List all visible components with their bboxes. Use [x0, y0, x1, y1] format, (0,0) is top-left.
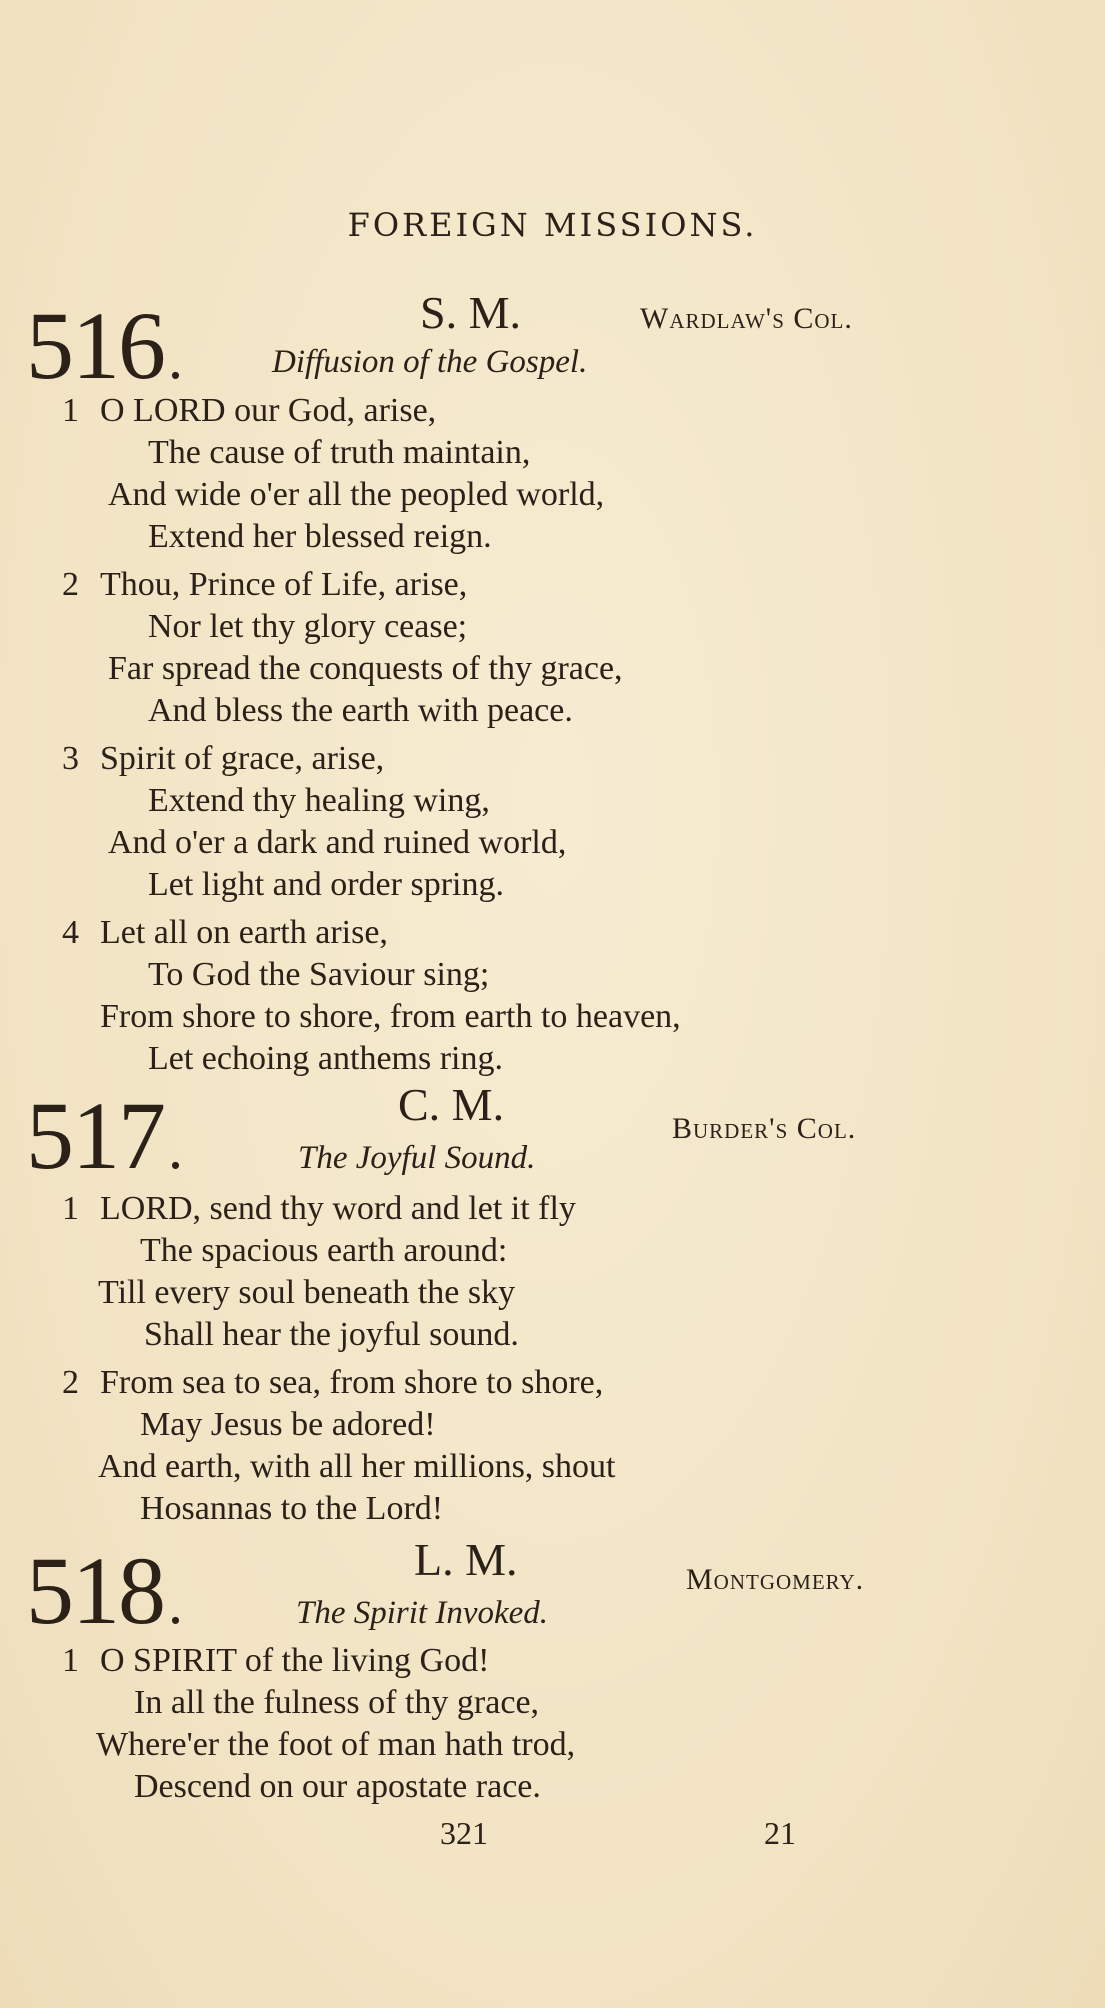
verse-number: 2: [62, 566, 79, 603]
page-number: 321: [440, 1815, 488, 1851]
verse-number: 1: [62, 1190, 79, 1227]
hymn-517-heading: [0, 1080, 1105, 1200]
verse-line: In all the fulness of thy grace,: [134, 1684, 540, 1721]
verse-line: 1 LORD, send thy word and let it fly: [62, 1190, 576, 1227]
hymn-number: 518.: [26, 1537, 181, 1644]
verse-line: Shall hear the joyful sound.: [144, 1316, 519, 1353]
verse-line: 1 O LORD our God, arise,: [62, 392, 437, 429]
verse-number: 4: [62, 914, 79, 951]
hymn-source: Wardlaw's Col.: [640, 302, 853, 335]
verse-line: 3 Spirit of grace, arise,: [62, 740, 385, 777]
verse-line: And o'er a dark and ruined world,: [108, 824, 567, 861]
verse-line: The spacious earth around:: [140, 1232, 508, 1269]
hymn-number: 516.: [26, 292, 181, 399]
verse-line: 4 Let all on earth arise,: [62, 914, 388, 951]
hymn-meter: L. M.: [414, 1534, 518, 1585]
verse-line: Till every soul beneath the sky: [98, 1274, 516, 1311]
verse-line: Extend her blessed reign.: [148, 518, 492, 555]
hymn-source: Montgomery.: [686, 1563, 865, 1596]
verse-line: And wide o'er all the peopled world,: [108, 476, 605, 513]
verse-line: 1 O SPIRIT of the living God!: [62, 1642, 490, 1679]
verse-line: And bless the earth with peace.: [148, 692, 573, 729]
verse-line: Let light and order spring.: [148, 866, 504, 903]
verse-line: 2 Thou, Prince of Life, arise,: [62, 566, 468, 603]
hymn-meter: S. M.: [420, 287, 521, 338]
verse-number: 1: [62, 392, 79, 429]
hymn-518-heading: [0, 1535, 1105, 1655]
verse-line: Hosannas to the Lord!: [140, 1490, 444, 1527]
running-head: FOREIGN MISSIONS.: [347, 206, 758, 244]
hymn-meter: C. M.: [398, 1079, 505, 1130]
hymn-title: The Spirit Invoked.: [296, 1595, 549, 1631]
hymn-source: Burder's Col.: [672, 1112, 857, 1145]
verse-line: Far spread the conquests of thy grace,: [108, 650, 623, 687]
verse-number: 2: [62, 1364, 79, 1401]
hymn-title: The Joyful Sound.: [298, 1140, 536, 1176]
verse-line: May Jesus be adored!: [140, 1406, 436, 1443]
verse-line: Descend on our apostate race.: [134, 1768, 541, 1805]
verse-line: Let echoing anthems ring.: [148, 1040, 504, 1077]
verse-number: 3: [62, 740, 79, 777]
verse-line: 2 From sea to sea, from shore to shore,: [62, 1364, 604, 1401]
hymn-number: 517.: [26, 1082, 181, 1189]
verse-line: The cause of truth maintain,: [148, 434, 531, 471]
signature-mark: 21: [764, 1815, 796, 1851]
verse-line: Nor let thy glory cease;: [148, 608, 468, 645]
verse-line: And earth, with all her millions, shout: [98, 1448, 616, 1485]
hymn-title: Diffusion of the Gospel.: [272, 344, 588, 380]
verse-line: To God the Saviour sing;: [148, 956, 490, 993]
verse-line: Extend thy healing wing,: [148, 782, 490, 819]
verse-line: From shore to shore, from earth to heaven,: [100, 998, 681, 1035]
verse-line: Where'er the foot of man hath trod,: [96, 1726, 576, 1763]
verse-number: 1: [62, 1642, 79, 1679]
